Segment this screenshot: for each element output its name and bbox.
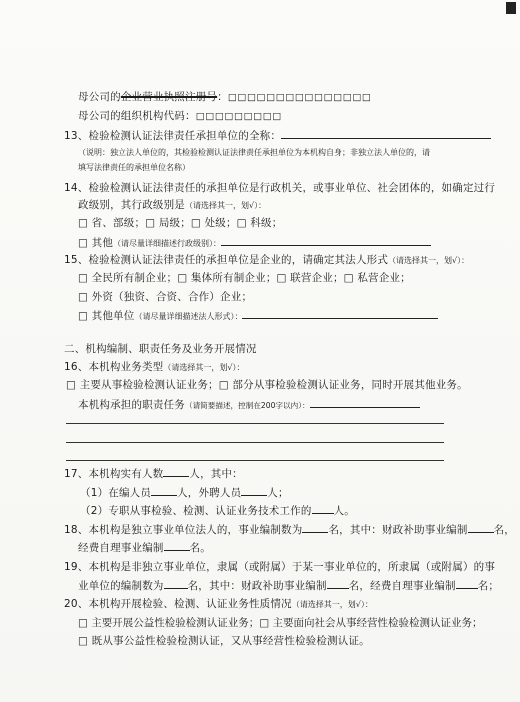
q17-1-label: （1）在编人员 xyxy=(80,487,152,499)
q17-1-line xyxy=(80,485,289,500)
license-number-boxes[interactable]: □□□□□□□□□□□□□□□ xyxy=(227,92,372,103)
q16-instruction: （请选择其一，划√）： xyxy=(163,363,245,372)
q14-label: 政级别，其行政级别是 xyxy=(78,199,185,211)
q13-answer-field[interactable] xyxy=(281,128,491,139)
q17-2-suffix: 人。 xyxy=(333,505,355,517)
section-2-heading: 二、机构编制、职责任务及业务开展情况 xyxy=(64,343,257,355)
q17-staff-field[interactable] xyxy=(151,485,177,496)
q14-other-line xyxy=(78,235,431,251)
q15-options-2[interactable]: □ 外资（独资、合资、合作）企业； xyxy=(78,291,253,303)
q18-funded-field[interactable] xyxy=(468,522,494,533)
parent-license-line xyxy=(78,90,371,105)
q18-line-1 xyxy=(64,522,515,537)
q18-line-2 xyxy=(78,540,211,555)
q16-text-1 xyxy=(64,360,244,375)
q16-duty-label: 本机构承担的职责任务 xyxy=(78,399,185,411)
q19-line-2 xyxy=(78,578,499,593)
q16-label: 16、本机构业务类型 xyxy=(64,361,164,373)
org-code-boxes[interactable]: □□□□□□□□□ xyxy=(195,111,282,122)
q18-suffix: 名， xyxy=(493,524,515,536)
answer-line[interactable] xyxy=(66,423,444,424)
parent-license-label: 母公司的 xyxy=(78,91,121,103)
q15-options-1[interactable]: □ 全民所有制企业；□ 集体所有制企业；□ 联营企业；□ 私营企业； xyxy=(78,272,411,284)
q14-other-option[interactable]: □ 其他 xyxy=(78,237,114,249)
q19-funded-label: 名，其中：财政补助事业编制 xyxy=(187,580,327,592)
q15-instruction: （请选择其一，划√）： xyxy=(388,256,470,265)
q14-text-2 xyxy=(78,198,266,213)
q14-options[interactable]: □ 省、部级；□ 局级；□ 处级；□ 科级； xyxy=(78,217,283,229)
q13-label: 13、检验检测认证法律责任承担单位的全称： xyxy=(64,130,282,142)
q17-total-field[interactable] xyxy=(163,466,189,477)
q14-other-field[interactable] xyxy=(221,235,431,246)
q17-external-label: 人，外聘人员 xyxy=(177,487,242,499)
q19-self-label: 名，经费自理事业编制 xyxy=(348,580,456,592)
q17-suffix: 人，其中： xyxy=(189,468,243,480)
q19-text-1: 19、本机构是非独立事业单位，隶属（或附属）于某一事业单位的，所隶属（或附属）的事 xyxy=(64,561,496,573)
q15-text-1 xyxy=(64,253,469,268)
q20-options-1[interactable]: □ 主要开展公益性检验检测认证业务；□ 主要面向社会从事经营性检验检测认证业务； xyxy=(78,617,483,629)
q16-options[interactable]: □ 主要从事检验检测认证业务；□ 部分从事检验检测认证业务，同时开展其他业务。 xyxy=(66,379,468,391)
q13-note-1: （说明：独立法人单位的，其检验检测认证法律责任承担单位为本机构自身；非独立法人单位的，请 xyxy=(78,148,430,157)
answer-line[interactable] xyxy=(66,460,444,461)
q18-self-suffix: 名。 xyxy=(189,542,212,554)
q15-other-field[interactable] xyxy=(242,308,438,319)
q18-label: 18、本机构是独立事业单位法人的，事业编制数为 xyxy=(64,524,303,536)
q17-1-suffix: 人； xyxy=(267,487,289,499)
q19-self-field[interactable] xyxy=(456,578,478,589)
q16-duty-line xyxy=(78,397,420,413)
q15-other-option[interactable]: □ 其他单位 xyxy=(78,310,135,322)
q18-total-field[interactable] xyxy=(302,522,328,533)
q15-other-instruction: （请尽量详细描述法人形式）： xyxy=(134,312,243,321)
q13-line xyxy=(64,128,491,143)
q17-line xyxy=(64,466,243,481)
q18-mid-label: 名，其中：财政补助事业编制 xyxy=(328,524,468,536)
parent-license-label-struck: 企业营业执照注册号 xyxy=(120,91,218,103)
q17-2-line xyxy=(80,503,355,518)
parent-org-code-line xyxy=(78,109,282,124)
q20-options-2[interactable]: □ 既从事公益性检验检测认证，又从事经营性检验检测认证。 xyxy=(78,635,370,647)
q18-self-label: 经费自理事业编制 xyxy=(78,542,164,554)
q15-label: 15、检验检测认证法律责任的承担单位是企业的，请确定其法人形式 xyxy=(64,254,389,266)
q17-label: 17、本机构实有人数 xyxy=(64,468,164,480)
q19-label: 业单位的编制数为 xyxy=(78,580,164,592)
q17-2-label: （2）专职从事检验、检测、认证业务技术工作的 xyxy=(80,505,312,517)
q16-duty-instruction: （请简要描述，控制在200字以内）： xyxy=(185,401,310,410)
q17-tech-field[interactable] xyxy=(312,503,334,514)
q14-instruction: （请选择其一，划√）： xyxy=(185,201,267,210)
q20-label: 20、本机构开展检验、检测、认证业务性质情况 xyxy=(64,598,292,610)
q14-text-1: 14、检验检测认证法律责任的承担单位是行政机关，或事业单位、社会团体的，如确定过行 xyxy=(64,182,496,194)
q15-other-line xyxy=(78,308,438,324)
q20-instruction: （请选择其一，划√）： xyxy=(291,600,373,609)
q16-duty-field[interactable] xyxy=(310,397,420,408)
q13-note-2: 填写法律责任的承担单位名称） xyxy=(78,163,190,172)
q14-other-instruction: （请尽量详细描述行政级别）： xyxy=(113,239,222,248)
q18-self-field[interactable] xyxy=(164,540,190,551)
colon: ： xyxy=(217,91,228,103)
scan-mark xyxy=(506,2,516,14)
q17-external-field[interactable] xyxy=(241,485,267,496)
q19-total-field[interactable] xyxy=(164,578,188,589)
answer-line[interactable] xyxy=(66,442,444,443)
q20-text-1 xyxy=(64,597,373,612)
q19-funded-field[interactable] xyxy=(327,578,349,589)
q19-suffix: 名； xyxy=(477,580,500,592)
parent-org-code-label: 母公司的组织机构代码： xyxy=(78,110,196,122)
